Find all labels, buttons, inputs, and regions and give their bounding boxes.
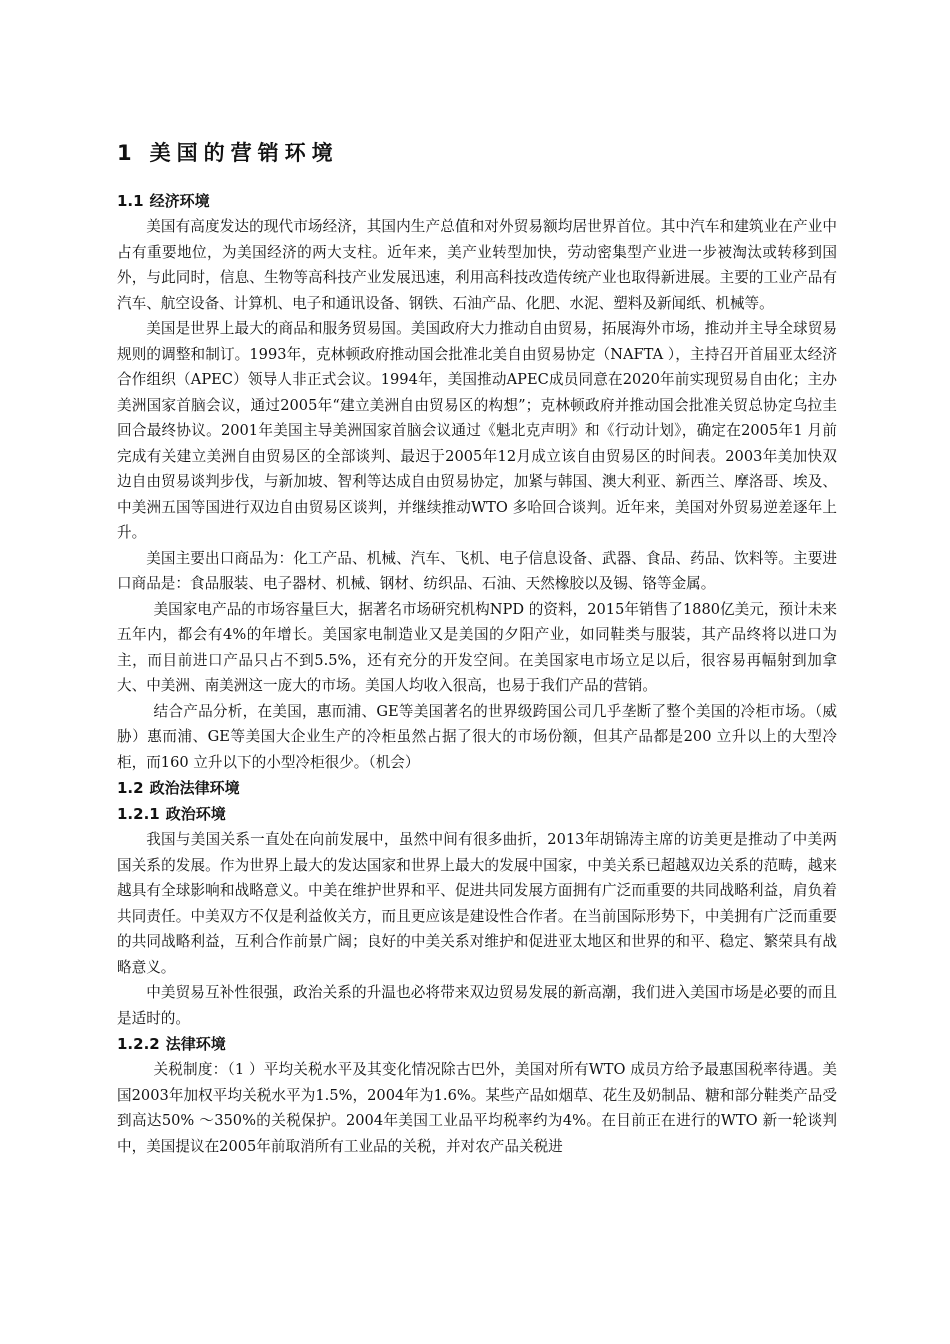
paragraph: 中美贸易互补性很强，政治关系的升温也必将带来双边贸易发展的新高潮，我们进入美国市场是必要的而且是适时的。 bbox=[117, 984, 837, 1027]
paragraph: 美国主要出口商品为：化工产品、机械、汽车、飞机、电子信息设备、武器、食品、药品、饮料等。主要进口商品是：食品服装、电子器材、机械、钢材、纺织品、石油、天然橡胶以及锡、铬等金属。 bbox=[117, 549, 837, 592]
section-title: 经济环境 bbox=[149, 192, 210, 210]
subsection-heading-legal bbox=[117, 1031, 837, 1057]
document-page bbox=[117, 138, 837, 1159]
chapter-number: 1 bbox=[117, 141, 138, 165]
subsection-title: 政治环境 bbox=[165, 805, 226, 823]
subsection-number: 1.2.1 bbox=[117, 805, 160, 823]
chapter-heading bbox=[117, 138, 837, 168]
paragraph: 结合产品分析，在美国，惠而浦、GE等美国著名的世界级跨国公司几乎垄断了整个美国的冷柜市场。（威胁）惠而浦、GE等美国大企业生产的冷柜虽然占据了很大的市场份额，但其产品都是200 立升以上的大型冷柜，而160 立升以下的小型冷柜很少。（机会） bbox=[117, 702, 837, 771]
chapter-title: 美国的营销环境 bbox=[149, 141, 339, 165]
paragraph: 我国与美国关系一直处在向前发展中，虽然中间有很多曲折，2013年胡锦涛主席的访美更是推动了中美两国关系的发展。作为世界上最大的发达国家和世界上最大的发展中国家，中美关系已超越双边关系的范畴，越来越具有全球影响和战略意义。中美在维护世界和平、促进共同发展方面拥有广泛而重要的共同战略利益，肩负着共同责任。中美双方不仅是利益攸关方，而且更应该是建设性合作者。在当前国际形势下，中美拥有广泛而重要的共同战略利益，互利合作前景广阔；良好的中美关系对维护和促进亚太地区和世界的和平、稳定、繁荣具有战略意义。 bbox=[117, 831, 837, 976]
subsection-number: 1.2.2 bbox=[117, 1035, 160, 1053]
paragraph: 美国是世界上最大的商品和服务贸易国。美国政府大力推动自由贸易，拓展海外市场，推动并主导全球贸易规则的调整和制订。1993年，克林顿政府推动国会批准北美自由贸易协定（NAFTA ），主持召开首届亚太经济合作组织（APEC）领导人非正式会议。1994年，美国推动APEC成员同意在2020年前实现贸易自由化；主办美洲国家首脑会议，通过2005年“建立美洲自由贸易区的构想”；克林顿政府并推动国会批准关贸总协定乌拉圭回合最终协议。2001年美国主导美洲国家首脑会议通过《魁北克声明》和《行动计划》，确定在2005年1 月前完成有关建立美洲自由贸易区的全部谈判、最迟于2005年12月成立该自由贸易区的时间表。2003年美加快双边自由贸易谈判步伐，与新加坡、智利等达成自由贸易协定，加紧与韩国、澳大利亚、新西兰、摩洛哥、埃及、中美洲五国等国进行双边自由贸易区谈判，并继续推动WTO 多哈回合谈判。近年来，美国对外贸易逆差逐年上升。 bbox=[117, 320, 837, 541]
section-number: 1.2 bbox=[117, 779, 144, 797]
section-number: 1.1 bbox=[117, 192, 144, 210]
subsection-heading-political bbox=[117, 801, 837, 827]
section-heading-political-legal bbox=[117, 775, 837, 801]
paragraph: 美国有高度发达的现代市场经济，其国内生产总值和对外贸易额均居世界首位。其中汽车和建筑业在产业中占有重要地位，为美国经济的两大支柱。近年来，美产业转型加快，劳动密集型产业进一步被淘汰或转移到国外，与此同时，信息、生物等高科技产业发展迅速，利用高科技改造传统产业也取得新进展。主要的工业产品有汽车、航空设备、计算机、电子和通讯设备、钢铁、石油产品、化肥、水泥、塑料及新闻纸、机械等。 bbox=[117, 218, 837, 312]
section-title: 政治法律环境 bbox=[149, 779, 240, 797]
section-heading-economy bbox=[117, 188, 837, 214]
paragraph: 关税制度：（1 ）平均关税水平及其变化情况除古巴外，美国对所有WTO 成员方给予最惠国税率待遇。美国2003年加权平均关税水平为1.5%，2004年为1.6%。某些产品如烟草、花生及奶制品、糖和部分鞋类产品受到高达50% ～350%的关税保护。2004年美国工业品平均税率约为4%。在目前正在进行的WTO 新一轮谈判中，美国提议在2005年前取消所有工业品的关税，并对农产品关税进 bbox=[117, 1061, 837, 1155]
subsection-title: 法律环境 bbox=[165, 1035, 226, 1053]
paragraph: 美国家电产品的市场容量巨大，据著名市场研究机构NPD 的资料，2015年销售了1880亿美元，预计未来五年内，都会有4%的年增长。美国家电制造业又是美国的夕阳产业，如同鞋类与服装，其产品终将以进口为主，而目前进口产品只占不到5.5%，还有充分的开发空间。在美国家电市场立足以后，很容易再幅射到加拿大、中美洲、南美洲这一庞大的市场。美国人均收入很高，也易于我们产品的营销。 bbox=[117, 600, 837, 694]
